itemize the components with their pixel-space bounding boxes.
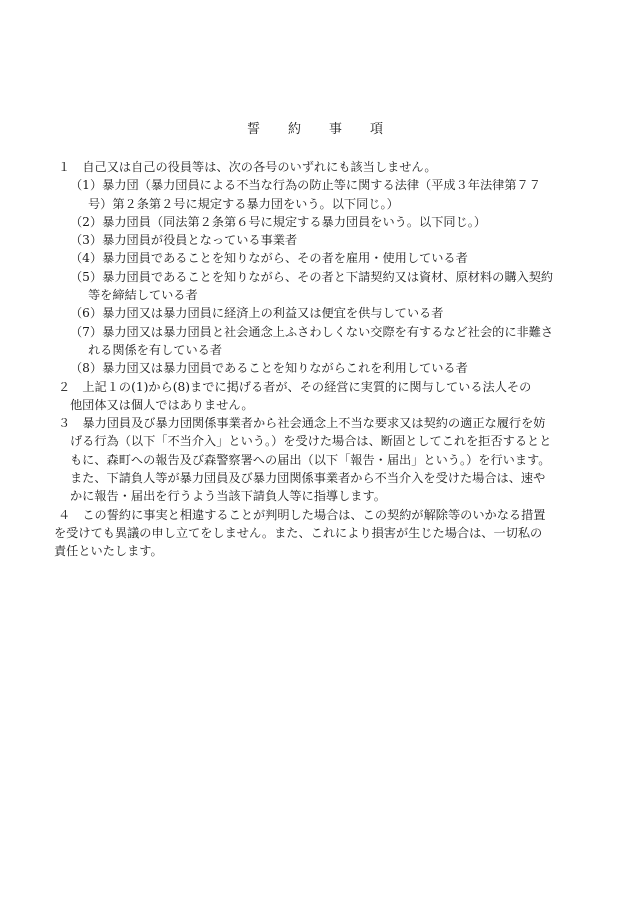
body-line: （3）暴力団員が役員となっている事業者: [70, 233, 298, 248]
body-line: （8）暴力団又は暴力団員であることを知りながらこれを利用している者: [70, 361, 468, 376]
title-char: 項: [370, 122, 384, 137]
body-line: げる行為（以下「不当介入」という。）を受けた場合は、断固としてこれを拒否するとと: [70, 434, 552, 449]
body-line: （4）暴力団員であることを知りながら、その者を雇用・使用している者: [70, 251, 468, 266]
page-title: [0, 118, 630, 137]
body-line: 責任といたします。: [54, 544, 163, 559]
body-line: 号）第２条第２号に規定する暴力団をいう。以下同じ。）: [88, 196, 399, 211]
body-line: ４ この誓約に事実と相違することが判明した場合は、この契約が解除等のいかなる措置: [58, 507, 546, 522]
title-char: 約: [287, 122, 301, 137]
body-line: （2）暴力団員（同法第２条第６号に規定する暴力団員をいう。以下同じ。）: [70, 214, 487, 229]
body-line: 等を締結している者: [88, 288, 198, 303]
body-line: （6）暴力団又は暴力団員に経済上の利益又は便宜を供与している者: [70, 306, 444, 321]
pledge-body: [54, 158, 604, 561]
body-line: 他団体又は個人ではありません。: [70, 397, 254, 412]
body-line: ３ 暴力団員及び暴力団関係事業者から社会通念上不当な要求又は契約の適正な履行を妨: [58, 416, 546, 431]
body-line: れる関係を有している者: [88, 342, 223, 357]
body-line: （1）暴力団（暴力団員による不当な行為の防止等に関する法律（平成３年法律第７７: [70, 178, 541, 193]
body-line: を受けても異議の申し立てをしません。また、これにより損害が生じた場合は、一切私の: [54, 525, 543, 540]
body-line: （5）暴力団員であることを知りながら、その者と下請契約又は資材、原材料の購入契約: [70, 269, 554, 284]
body-line: また、下請負人等が暴力団員及び暴力団関係事業者から不当介入を受けた場合は、速や: [70, 471, 546, 486]
body-line: （7）暴力団又は暴力団員と社会通念上ふさわしくない交際を有するなど社会的に非難さ: [70, 324, 554, 339]
body-line: かに報告・届出を行うよう当該下請負人等に指導します。: [70, 489, 386, 504]
body-line: １ 自己又は自己の役員等は、次の各号のいずれにも該当しません。: [58, 160, 437, 174]
title-char: 事: [329, 122, 343, 137]
title-char: 誓: [246, 122, 260, 137]
body-line: もに、森町への報告及び森警察署への届出（以下「報告・届出」という。）を行います。: [70, 452, 551, 467]
body-line: ２ 上記１の(1)から(8)までに掲げる者が、その経営に実質的に関与している法人その: [58, 379, 532, 394]
